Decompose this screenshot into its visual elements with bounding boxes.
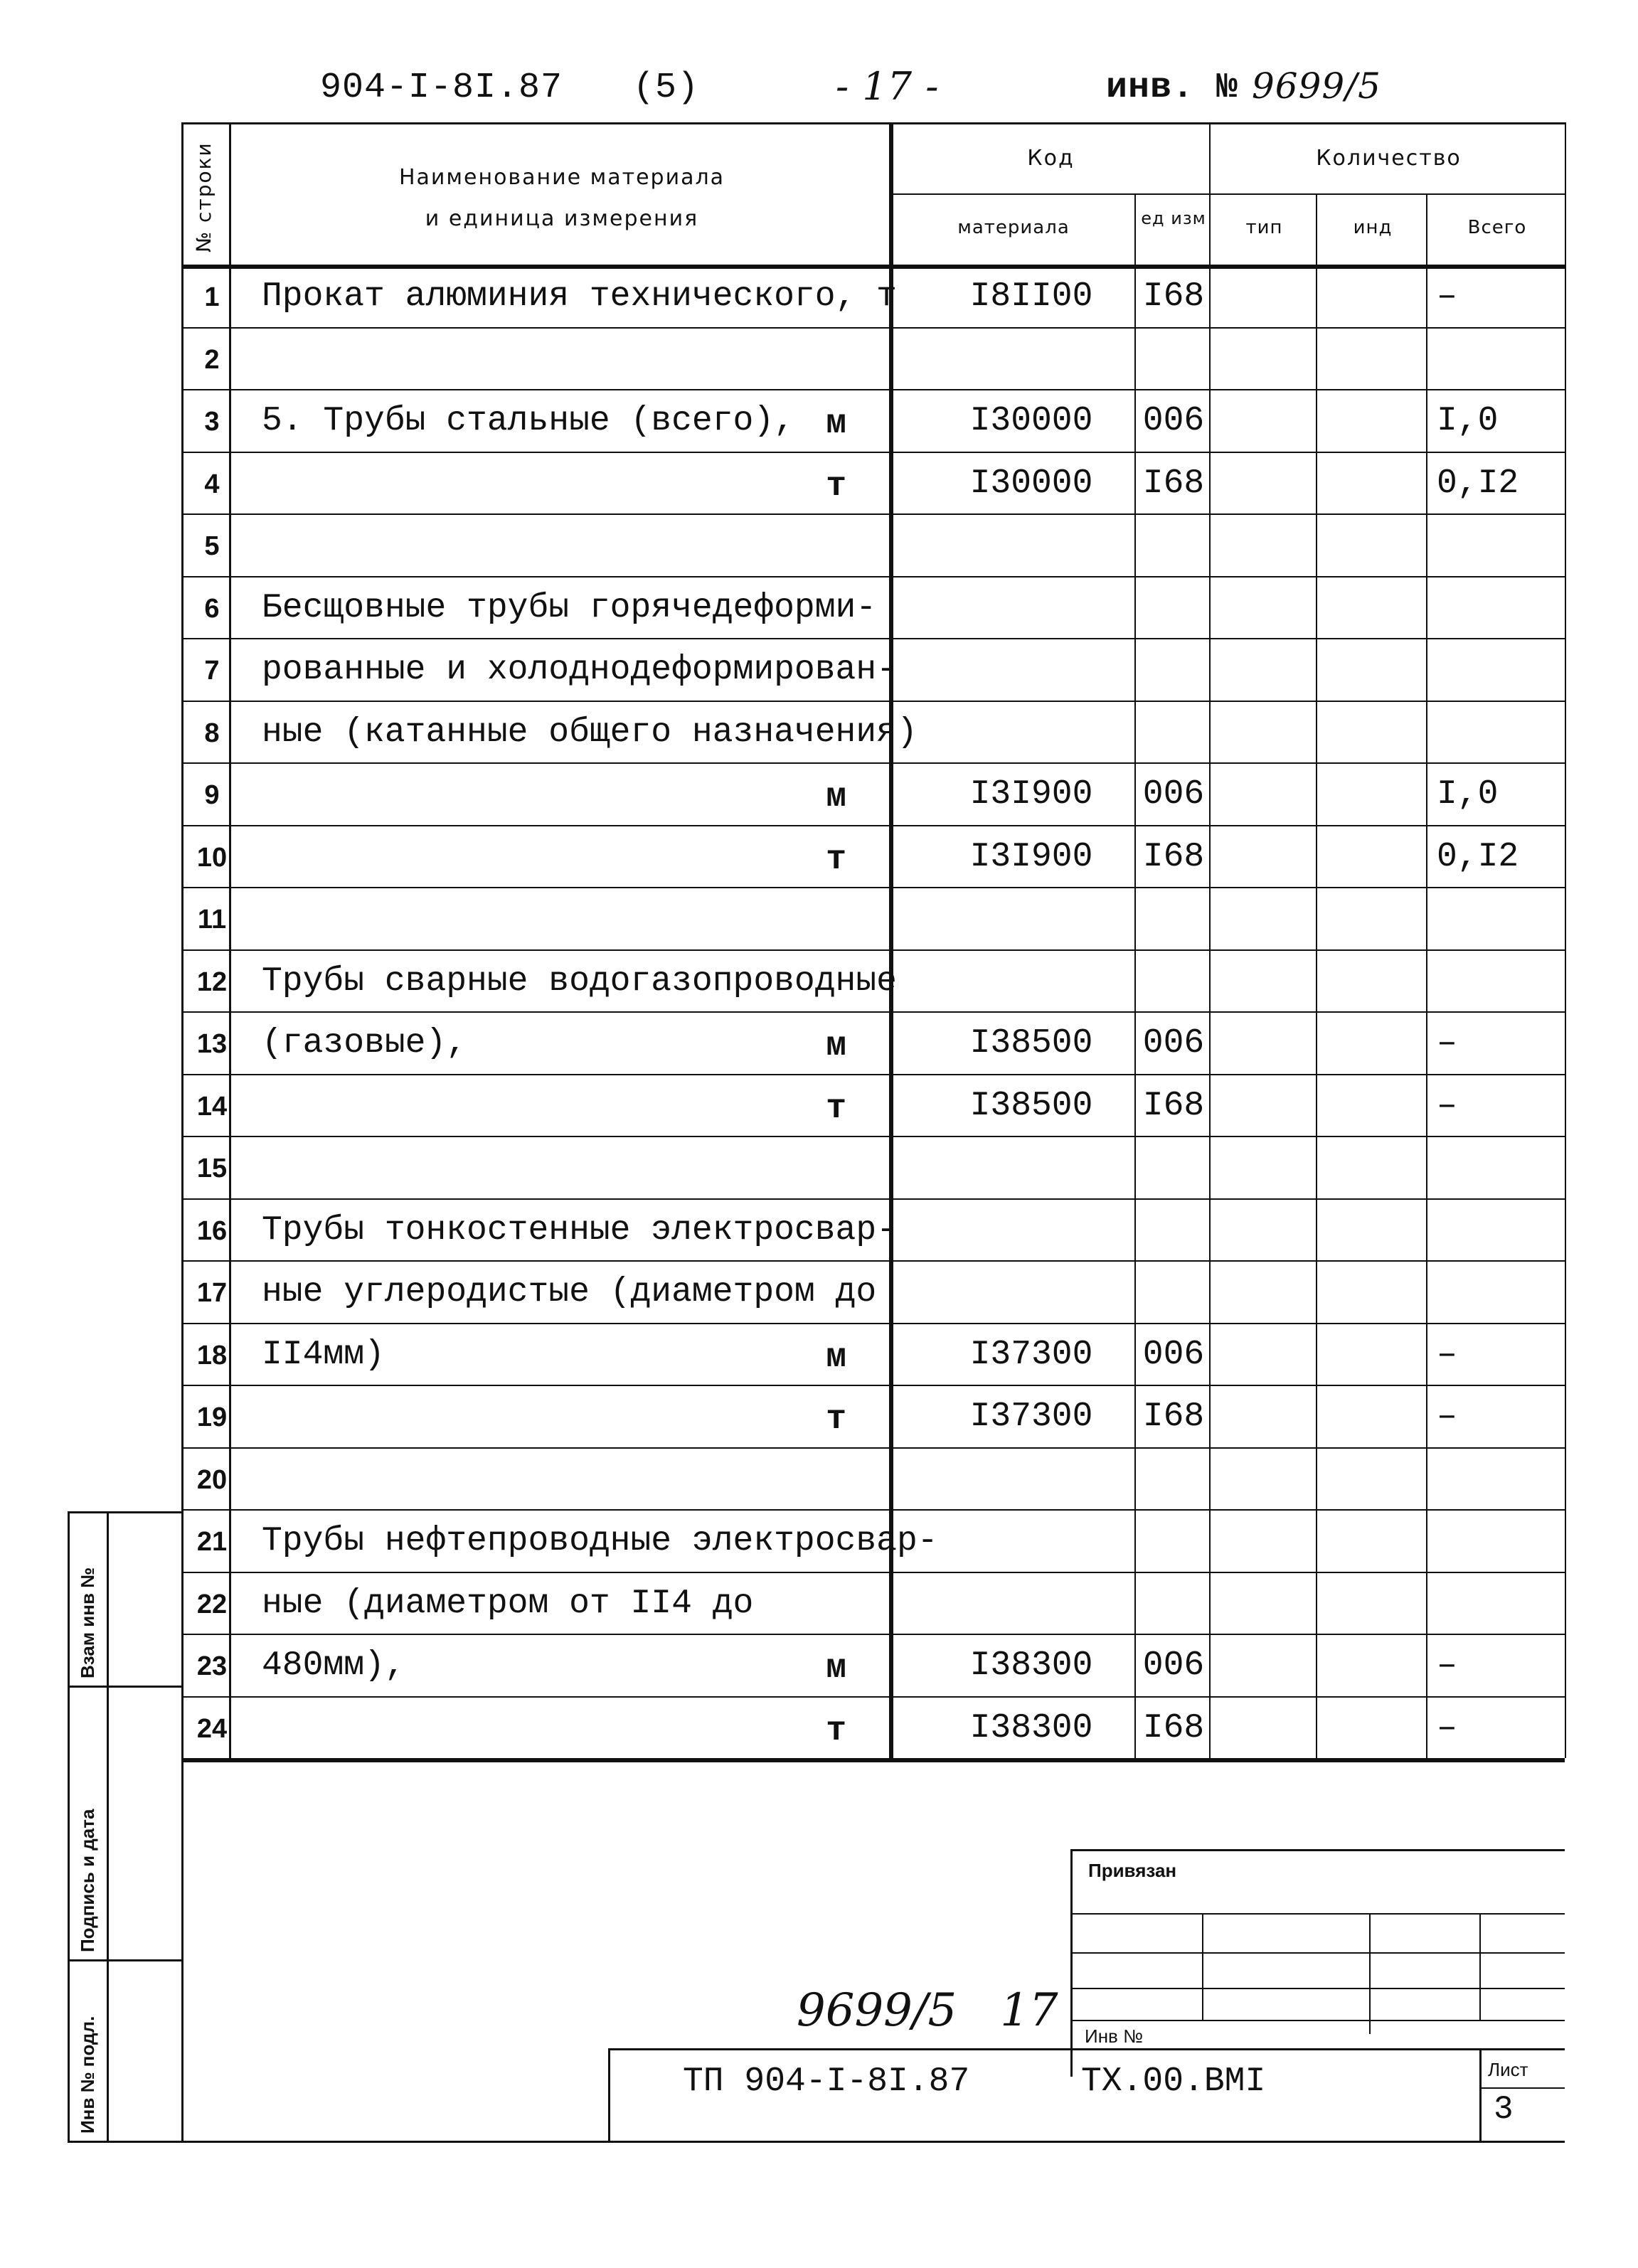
row-total: – <box>1437 277 1457 316</box>
row-total: I,0 <box>1437 402 1499 440</box>
col-name-line2: и единица измерения <box>425 206 699 231</box>
row-number: 11 <box>197 905 227 935</box>
privyazan-left <box>1070 1849 1073 2077</box>
row-separator <box>181 1074 1565 1075</box>
row-number: 24 <box>196 1713 228 1744</box>
row-total: – <box>1437 1024 1457 1063</box>
row-material-name: II4мм) <box>262 1335 385 1374</box>
row-unit: т <box>826 840 846 879</box>
row-material-code: I38500 <box>969 1086 1093 1125</box>
row-separator <box>181 1385 1565 1386</box>
stamp-inner-border <box>107 1511 109 2141</box>
row-separator <box>181 887 1565 888</box>
inv-no-label: Инв № <box>1085 2025 1143 2047</box>
row-material-name: рованные и холоднодеформирован- <box>262 651 897 689</box>
col-code-group: Код <box>1027 146 1075 171</box>
row-number: 16 <box>196 1215 228 1246</box>
row-material-code: I3I900 <box>969 775 1093 814</box>
stamp-vzam-inv: Взам инв № <box>77 1567 98 1678</box>
privyazan-line-4 <box>1070 2020 1565 2021</box>
col-row-number: № строки <box>192 142 216 252</box>
row-number: 19 <box>196 1402 228 1432</box>
row-separator <box>181 701 1565 702</box>
list-label: Лист <box>1488 2059 1528 2080</box>
row-unit-code: I68 <box>1142 1708 1205 1747</box>
sheet-code: ТХ.00.ВМI <box>1081 2062 1266 2101</box>
row-separator <box>181 1260 1565 1262</box>
row-number: 6 <box>204 593 220 624</box>
type-ind-divider <box>1316 193 1317 1758</box>
inv-label: инв. № <box>1106 68 1239 108</box>
row-number: 13 <box>196 1029 228 1059</box>
row-number: 4 <box>204 469 220 499</box>
row-number: 1 <box>204 282 220 312</box>
row-separator <box>181 1509 1565 1511</box>
row-total: – <box>1437 1397 1457 1436</box>
row-unit: т <box>826 1711 846 1750</box>
page-mark: - 17 - <box>836 64 940 109</box>
header-subdivider <box>889 193 1565 195</box>
privyazan-line-2 <box>1070 1952 1565 1954</box>
row-number: 2 <box>204 344 220 375</box>
stamp-podpis-data: Подпись и дата <box>77 1809 98 1952</box>
row-material-name: 5. Трубы стальные (всего), <box>262 402 794 440</box>
row-total: – <box>1437 1646 1457 1685</box>
row-unit: т <box>826 1400 846 1439</box>
row-separator <box>181 389 1565 390</box>
list-divider-line <box>1479 2087 1565 2089</box>
table-left-border <box>181 122 184 2142</box>
row-separator <box>181 576 1565 577</box>
row-number: 22 <box>196 1589 228 1619</box>
title-block-top <box>608 2048 1565 2050</box>
row-separator <box>181 452 1565 453</box>
row-number: 8 <box>204 718 220 748</box>
row-unit: м <box>826 1338 846 1377</box>
header-bottom-border <box>181 265 1565 269</box>
row-material-name: 480мм), <box>262 1646 405 1685</box>
row-material-code: I37300 <box>969 1397 1093 1436</box>
row-unit-code: 006 <box>1142 1646 1205 1685</box>
row-number: 3 <box>204 407 220 437</box>
row-material-name: ные (катанные общего назначения) <box>262 713 918 752</box>
row-material-name: Прокат алюминия технического, т <box>262 277 897 316</box>
row-total: 0,I2 <box>1437 464 1519 503</box>
privyazan-top <box>1070 1849 1565 1851</box>
title-block-list-divider <box>1479 2048 1482 2141</box>
row-number: 21 <box>196 1527 228 1557</box>
name-code-divider <box>889 122 893 1758</box>
row-total: I,0 <box>1437 775 1499 814</box>
row-separator <box>181 327 1565 329</box>
row-material-name: Трубы нефтепроводные электросвар- <box>262 1522 938 1560</box>
row-number: 23 <box>196 1651 228 1681</box>
col-code-unit: ед изм <box>1141 208 1206 228</box>
row-separator <box>181 1323 1565 1324</box>
row-material-name: Трубы тонкостенные электросвар- <box>262 1210 897 1250</box>
row-total: – <box>1437 1335 1457 1374</box>
inv-number: 9699/5 <box>1252 65 1381 107</box>
row-separator <box>181 1634 1565 1635</box>
row-unit: м <box>826 778 846 816</box>
row-number: 10 <box>196 842 228 873</box>
row-material-name: ные (диаметром от II4 до <box>262 1584 754 1623</box>
row-number: 14 <box>196 1091 228 1122</box>
row-material-code: I30000 <box>969 464 1093 503</box>
row-total: 0,I2 <box>1437 837 1519 876</box>
row-separator <box>181 825 1565 826</box>
row-material-code: I8II00 <box>969 277 1093 316</box>
row-unit-code: I68 <box>1142 1086 1205 1125</box>
row-material-code: I37300 <box>969 1335 1093 1374</box>
row-separator <box>181 762 1565 764</box>
row-unit-code: 006 <box>1142 1335 1205 1374</box>
row-number: 20 <box>196 1464 228 1495</box>
privyazan-label: Привязан <box>1088 1860 1177 1881</box>
col-code-material: материала <box>957 217 1070 238</box>
stamp-line-2 <box>68 1686 181 1688</box>
row-material-code: I38300 <box>969 1646 1093 1685</box>
stamp-line-1 <box>68 1511 181 1513</box>
row-unit-code: 006 <box>1142 1024 1205 1063</box>
title-block-left <box>608 2048 610 2141</box>
row-separator <box>181 1136 1565 1137</box>
stamp-inv-podl: Инв № подл. <box>77 2016 98 2134</box>
doc-code: ТП 904-I-8I.87 <box>683 2062 970 2101</box>
row-unit: м <box>826 405 846 443</box>
privyazan-col-1 <box>1202 1913 1203 2020</box>
handwritten-inv: 9699/5 17 <box>797 1984 1058 2037</box>
row-unit: м <box>826 1649 846 1688</box>
row-unit-code: I68 <box>1142 1397 1205 1436</box>
col-qty-group: Количество <box>1316 146 1462 171</box>
row-material-name: (газовые), <box>262 1024 467 1063</box>
page-bottom-border <box>68 2141 1565 2143</box>
table-bottom-border <box>181 1758 1565 1762</box>
ind-total-divider <box>1426 193 1427 1758</box>
row-separator <box>181 1198 1565 1200</box>
row-material-code: I3I900 <box>969 837 1093 876</box>
code-qty-divider <box>1209 122 1211 1758</box>
row-unit-code: I68 <box>1142 837 1205 876</box>
row-unit-code: 006 <box>1142 402 1205 440</box>
col-qty-type: тип <box>1245 217 1283 238</box>
row-unit: т <box>826 467 846 506</box>
row-material-name: Трубы сварные водогазопроводные <box>262 962 897 1001</box>
row-separator <box>181 1696 1565 1698</box>
privyazan-line-3 <box>1070 1988 1565 1989</box>
row-separator <box>181 949 1565 951</box>
row-number: 12 <box>196 967 228 997</box>
row-number: 18 <box>196 1340 228 1370</box>
privyazan-line-1 <box>1070 1913 1565 1915</box>
row-unit-code: I68 <box>1142 464 1205 503</box>
row-total: – <box>1437 1086 1457 1125</box>
row-number: 17 <box>196 1278 228 1308</box>
row-unit: т <box>826 1089 846 1128</box>
row-material-name: ные углеродистые (диаметром до <box>262 1273 877 1311</box>
stamp-left-border <box>68 1511 70 2141</box>
row-total: – <box>1437 1708 1457 1747</box>
privyazan-col-2 <box>1369 1913 1371 2034</box>
row-separator <box>181 638 1565 639</box>
stamp-line-3 <box>68 1959 181 1961</box>
doc-number: 904-I-8I.87 <box>320 68 563 108</box>
row-unit-code: 006 <box>1142 775 1205 814</box>
row-number: 15 <box>196 1154 228 1183</box>
doc-part: (5) <box>633 68 700 108</box>
row-material-code: I38300 <box>969 1708 1093 1747</box>
col-qty-total: Всего <box>1467 217 1527 238</box>
row-separator <box>181 513 1565 515</box>
row-number: 7 <box>204 656 220 686</box>
row-material-name: Бесщовные трубы горячедеформи- <box>262 588 877 627</box>
table-right-border <box>1565 122 1566 1758</box>
col-qty-ind: инд <box>1353 217 1393 238</box>
row-separator <box>181 1011 1565 1013</box>
row-material-code: I30000 <box>969 402 1093 440</box>
col-name-line1: Наименование материала <box>398 165 725 190</box>
row-unit: м <box>826 1027 846 1065</box>
row-number: 9 <box>204 780 220 810</box>
row-separator <box>181 1447 1565 1449</box>
row-separator <box>181 1572 1565 1573</box>
row-number: 5 <box>204 531 220 561</box>
row-unit-code: I68 <box>1142 277 1205 316</box>
table-top-border <box>181 122 1565 124</box>
list-number: 3 <box>1494 2091 1514 2128</box>
row-material-code: I38500 <box>969 1024 1093 1063</box>
privyazan-col-3 <box>1479 1913 1481 2020</box>
